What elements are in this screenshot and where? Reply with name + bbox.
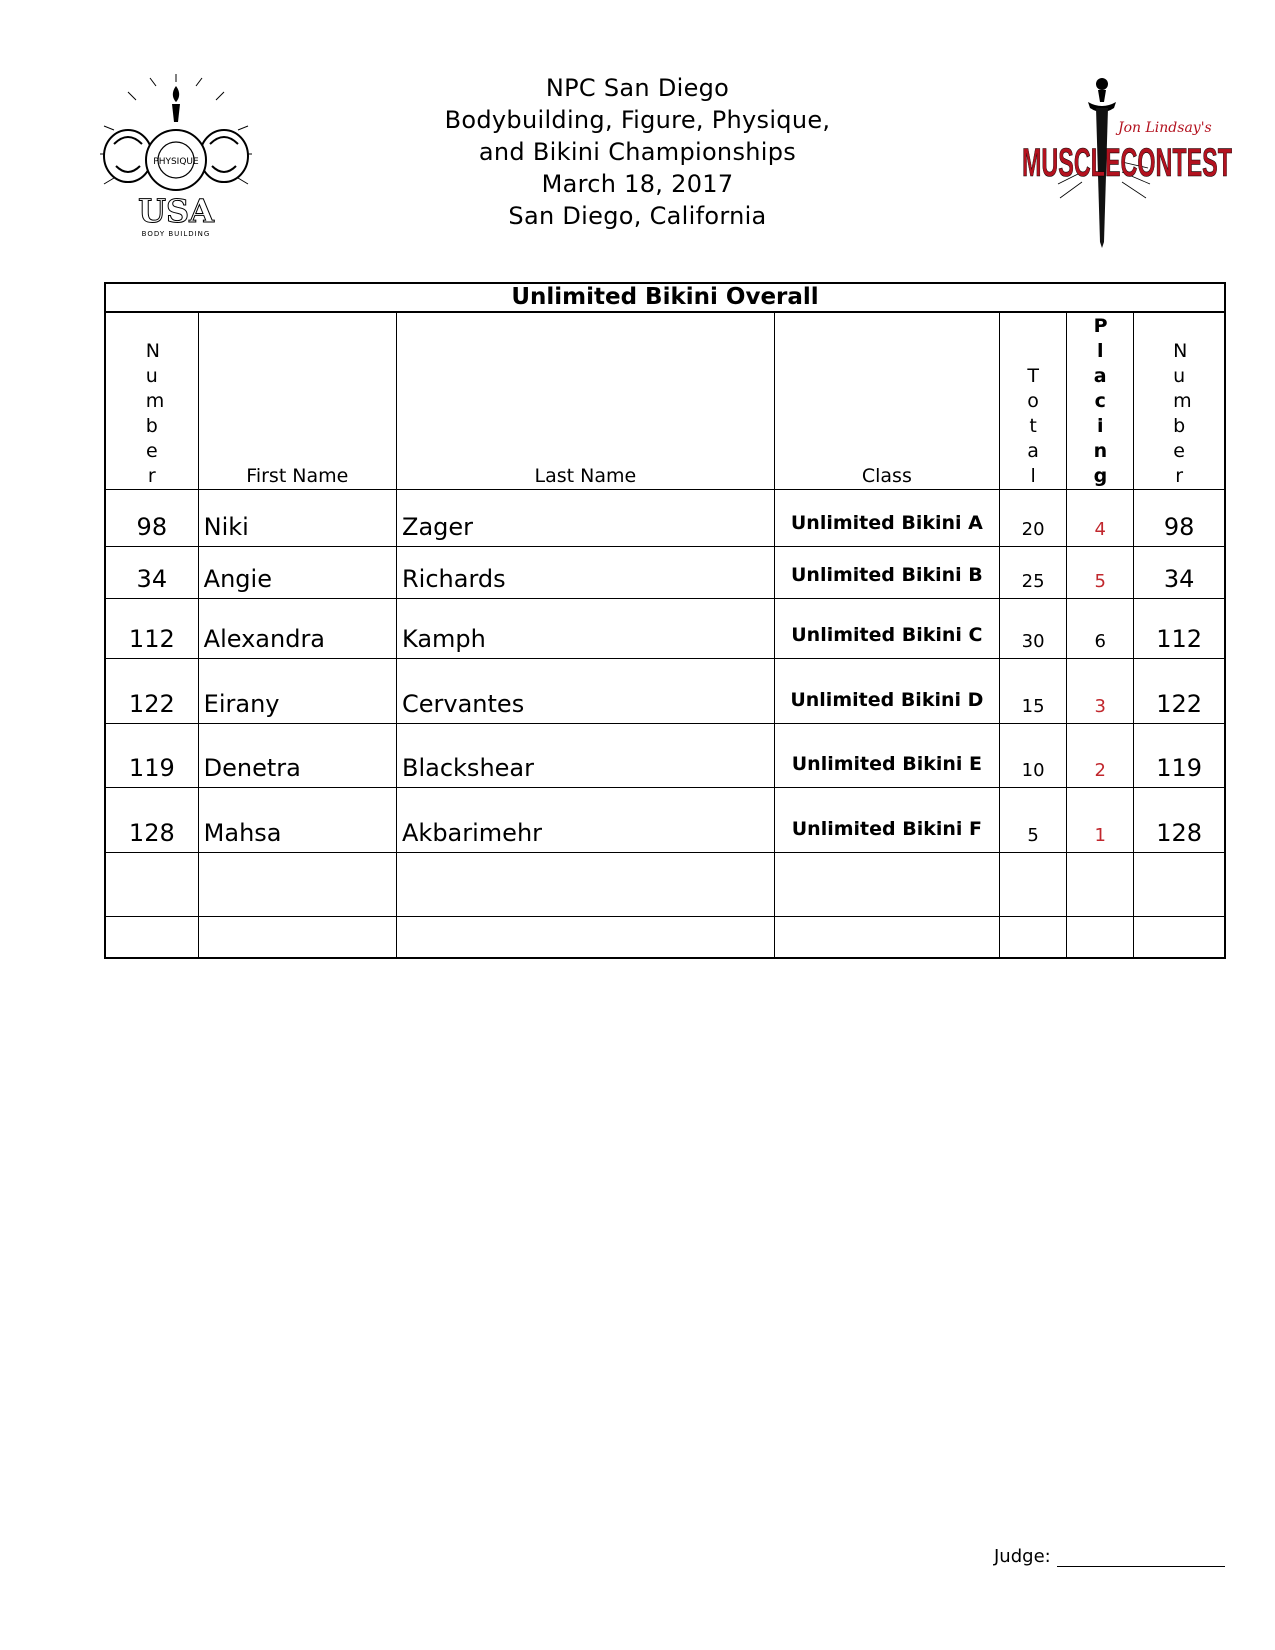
cell-placing: 4: [1067, 490, 1134, 547]
judge-signature-line[interactable]: [1057, 1548, 1225, 1567]
logo-usa-text: USA: [138, 192, 214, 230]
header-placing: [1067, 313, 1134, 490]
cell-class: Unlimited Bikini E: [774, 724, 999, 788]
event-title-line1: Bodybuilding, Figure, Physique,: [444, 106, 831, 134]
empty-row: [106, 917, 1224, 957]
event-location: San Diego, California: [508, 202, 767, 230]
cell-placing: 1: [1067, 788, 1134, 853]
empty-cell: [774, 917, 999, 957]
header-placing-label: Placing: [1093, 315, 1108, 487]
table-row: [106, 659, 1224, 724]
table-row: [106, 599, 1224, 659]
table-row: [106, 490, 1224, 547]
header-first-name-label: First Name: [246, 465, 349, 487]
cell-number: 34: [106, 547, 198, 599]
cell-number: 119: [106, 724, 198, 788]
header-total-label: Total: [1027, 365, 1039, 487]
logo-sub-text: BODY BUILDING: [141, 230, 211, 238]
table-row: [106, 788, 1224, 853]
cell-number-2: 119: [1134, 724, 1224, 788]
cell-first-name: Mahsa: [198, 788, 396, 853]
cell-first-name: Eirany: [198, 659, 396, 724]
header-total: [1000, 313, 1067, 490]
empty-cell: [198, 853, 396, 917]
cell-last-name: Cervantes: [397, 659, 775, 724]
cell-placing: 6: [1067, 599, 1134, 659]
cell-total: 30: [1000, 599, 1067, 659]
npc-usa-logo: [96, 74, 256, 246]
cell-total: 5: [1000, 788, 1067, 853]
empty-cell: [1000, 917, 1067, 957]
cell-number: 98: [106, 490, 198, 547]
event-title-line2: and Bikini Championships: [478, 138, 797, 166]
cell-number-2: 122: [1134, 659, 1224, 724]
cell-number-2: 128: [1134, 788, 1224, 853]
header-last-name-label: Last Name: [534, 465, 637, 487]
empty-cell: [106, 917, 198, 957]
header-number-label: Number: [145, 340, 165, 487]
cell-total: 25: [1000, 547, 1067, 599]
cell-total: 20: [1000, 490, 1067, 547]
sheet-title: Unlimited Bikini Overall: [106, 284, 1224, 313]
cell-first-name: Alexandra: [198, 599, 396, 659]
empty-cell: [106, 853, 198, 917]
cell-number: 122: [106, 659, 198, 724]
table-row: [106, 724, 1224, 788]
cell-number-2: 112: [1134, 599, 1224, 659]
cell-placing: 5: [1067, 547, 1134, 599]
judge-signature: [994, 1546, 1225, 1567]
table-header-row: [106, 313, 1224, 490]
cell-last-name: Blackshear: [397, 724, 775, 788]
logo-script-text: Jon Lindsay's: [1118, 120, 1212, 136]
cell-number: 112: [106, 599, 198, 659]
cell-class: Unlimited Bikini C: [774, 599, 999, 659]
empty-cell: [397, 853, 775, 917]
cell-first-name: Angie: [198, 547, 396, 599]
empty-cell: [1067, 917, 1134, 957]
logo-center-text: PHYSIQUE: [153, 157, 199, 167]
event-date: March 18, 2017: [541, 170, 734, 198]
score-table: [106, 313, 1224, 957]
table-row: [106, 547, 1224, 599]
header-class: [774, 313, 999, 490]
header-class-label: Class: [861, 465, 912, 487]
cell-class: Unlimited Bikini D: [774, 659, 999, 724]
cell-total: 10: [1000, 724, 1067, 788]
empty-cell: [1067, 853, 1134, 917]
cell-number-2: 34: [1134, 547, 1224, 599]
header-number-2-label: Number: [1173, 340, 1192, 487]
header-number: [106, 313, 198, 490]
cell-number-2: 98: [1134, 490, 1224, 547]
cell-last-name: Richards: [397, 547, 775, 599]
judge-label: Judge:: [994, 1546, 1051, 1567]
cell-class: Unlimited Bikini A: [774, 490, 999, 547]
cell-class: Unlimited Bikini F: [774, 788, 999, 853]
empty-cell: [397, 917, 775, 957]
empty-row: [106, 853, 1224, 917]
cell-number: 128: [106, 788, 198, 853]
cell-first-name: Denetra: [198, 724, 396, 788]
empty-cell: [1000, 853, 1067, 917]
cell-first-name: Niki: [198, 490, 396, 547]
header-number-2: [1134, 313, 1224, 490]
cell-last-name: Kamph: [397, 599, 775, 659]
cell-class: Unlimited Bikini B: [774, 547, 999, 599]
cell-placing: 2: [1067, 724, 1134, 788]
empty-cell: [1134, 917, 1224, 957]
cell-last-name: Akbarimehr: [397, 788, 775, 853]
cell-placing: 3: [1067, 659, 1134, 724]
score-sheet: [104, 282, 1226, 959]
header-first-name: [198, 313, 396, 490]
header-last-name: [397, 313, 775, 490]
cell-last-name: Zager: [397, 490, 775, 547]
empty-cell: [198, 917, 396, 957]
muscle-contest-logo: [1018, 72, 1236, 250]
logo-main-text: MUSCLECONTEST: [1022, 141, 1232, 185]
event-org: NPC San Diego: [545, 74, 730, 102]
cell-total: 15: [1000, 659, 1067, 724]
empty-cell: [774, 853, 999, 917]
empty-cell: [1134, 853, 1224, 917]
